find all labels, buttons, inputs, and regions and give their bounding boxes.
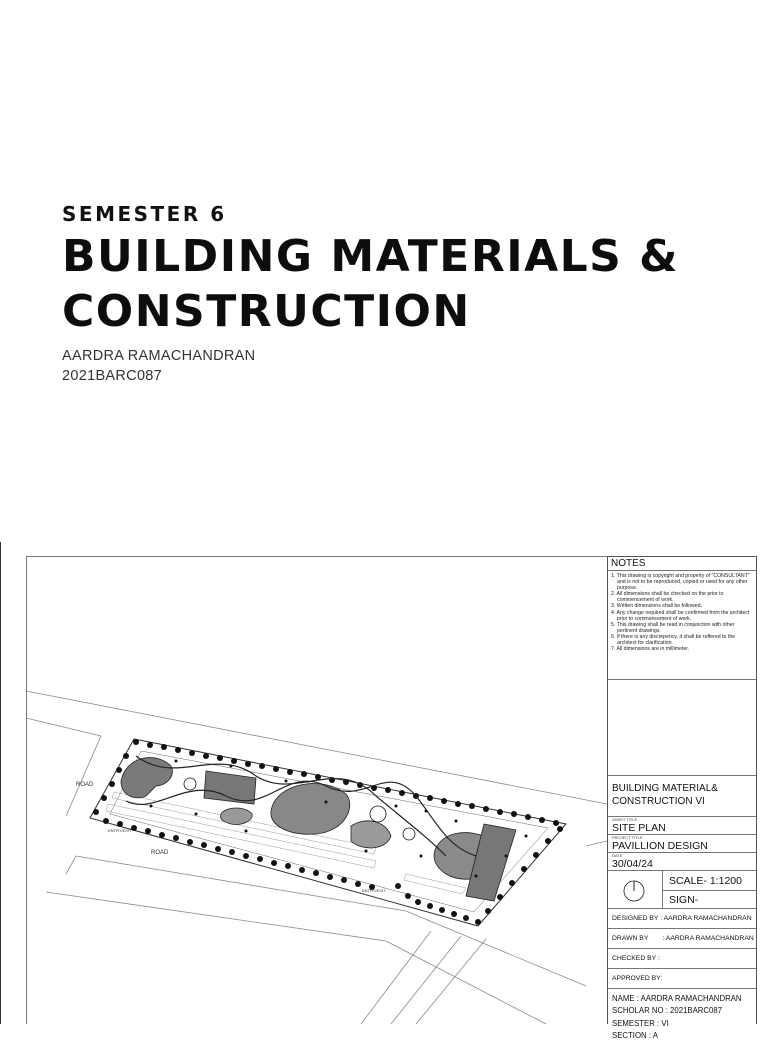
road-edge	[386, 941, 546, 1024]
north-arrow-icon	[608, 871, 663, 909]
site-plan-drawing	[26, 556, 607, 1024]
sheet-border	[0, 542, 1, 1024]
course-title-line-2: CONSTRUCTION	[62, 286, 471, 337]
scale-value: SCALE- 1:1200	[669, 875, 742, 887]
title-block	[607, 556, 757, 1041]
note-item: 2. All dimensions shall be checked on the prior to commencement of work.	[611, 591, 724, 604]
approved-by: APPROVED BY:	[608, 969, 756, 989]
project-title-cell	[608, 835, 756, 853]
drawn-by-row	[608, 929, 756, 949]
note-item: 6. If there is any discrepency, it shall be reffered to the architect for clarification.	[611, 633, 736, 647]
student-semester: SEMESTER : VI	[612, 1018, 669, 1028]
author-name: AARDRA RAMACHANDRAN	[62, 348, 256, 364]
checked-by: CHECKED BY :	[608, 949, 756, 969]
note-item: 7. All dimensions are in millimeter.	[611, 646, 690, 653]
road-label-2: ROAD	[151, 850, 169, 856]
entry-label-1: ENTRY/EXIT	[108, 828, 132, 833]
road-edge	[416, 939, 486, 1024]
note-item: 5. This drawing shall be read in conjunction with other pertinent drawings.	[611, 621, 735, 634]
cover-header	[62, 200, 752, 386]
road-edge	[361, 931, 431, 1024]
drawn-by-label: DRAWN BY	[612, 935, 649, 942]
north-arrow-box	[608, 871, 663, 909]
road-edge	[66, 736, 101, 816]
notes-heading: NOTES	[608, 557, 756, 571]
sheet-title-label: SHEET TITLE	[612, 817, 638, 822]
drawn-by-value: : AARDRA RAMACHANDRAN	[662, 935, 754, 942]
designed-by: DESIGNED BY : AARDRA RAMACHANDRAN	[608, 909, 756, 929]
road-edge	[586, 841, 607, 846]
student-name: NAME : AARDRA RAMACHANDRAN	[612, 994, 742, 1003]
sign-label: SIGN-	[669, 894, 699, 906]
road-edge	[66, 856, 76, 874]
project-title-label: PROJECT TITLE	[612, 835, 643, 840]
project-name-line-1: BUILDING MATERIAL&	[612, 783, 718, 794]
project-title-value: PAVILLION DESIGN	[612, 840, 708, 852]
notes-list	[608, 571, 756, 680]
road-edge	[406, 911, 586, 986]
scale-divider	[663, 890, 756, 891]
date-cell	[608, 853, 756, 871]
date-label: DATE	[612, 853, 623, 858]
blank-cell	[608, 680, 756, 776]
road-label-1: ROAD	[76, 782, 94, 788]
sheet-title-cell	[608, 817, 756, 835]
road-edge	[26, 718, 101, 736]
drawing-sheet	[0, 542, 768, 1041]
author-id: 2021BARC087	[62, 368, 163, 384]
note-item: 3. Written dimensions shall be followed.	[611, 603, 703, 610]
semester-heading: SEMESTER 6	[62, 202, 227, 226]
course-title-line-1: BUILDING MATERIALS &	[62, 231, 680, 282]
project-name-cell	[608, 776, 756, 817]
student-section: SECTION : A	[612, 1031, 658, 1041]
project-name-line-2: CONSTRUCTION VI	[612, 796, 705, 807]
scale-cell	[608, 871, 756, 909]
student-info	[608, 989, 756, 1049]
note-item: 1. This drawing is copyright and property of "CONSULTANT" and is not to be reproduced, copied or used for any other purpose.	[611, 573, 750, 592]
date-value: 30/04/24	[612, 858, 653, 870]
note-item: 4. Any change required shall be confirmed from the architect prior to commencement of work.	[611, 609, 750, 622]
scholar-number: SCHOLAR NO : 2021BARC087	[612, 1006, 723, 1016]
sheet-title-value: SITE PLAN	[612, 822, 666, 834]
entry-label-2: ENTRY/EXIT	[362, 888, 386, 893]
